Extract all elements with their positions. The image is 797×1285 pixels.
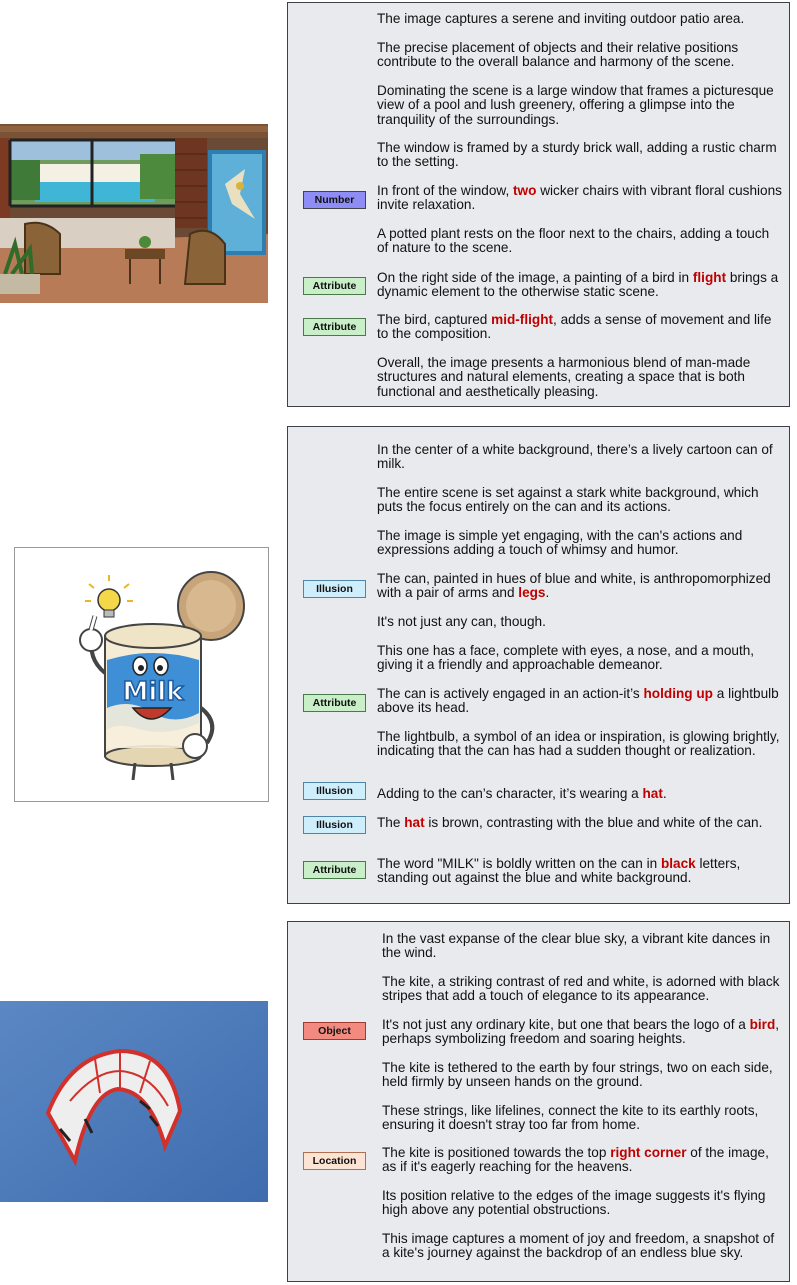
sentence: These strings, like lifelines, connect the kite to its earthly roots, ensuring it doesn't stray too far from home.: [382, 1103, 759, 1133]
sentence: A potted plant rests on the floor next to the chairs, adding a touch of nature to the scene.: [377, 226, 770, 256]
tag-attribute: Attribute: [303, 861, 366, 879]
tag-illusion: Illusion: [303, 816, 366, 834]
caption-panel-3: [287, 921, 790, 1282]
sentence: The bird, captured mid-flight, adds a sense of movement and life to the composition.: [377, 312, 772, 342]
sentence: The kite is tethered to the earth by four strings, two on each side, held firmly by unseen hands on the ground.: [382, 1060, 773, 1090]
sentence: The word "MILK" is boldly written on the can in black letters, standing out against the blue and white background.: [377, 856, 741, 886]
sentence: This one has a face, complete with eyes, a nose, and a mouth, giving it a friendly and approachable demeanor.: [377, 643, 755, 673]
tag-attribute: Attribute: [303, 694, 366, 712]
lightbulb-icon: [85, 575, 133, 617]
sentence: This image captures a moment of joy and freedom, a snapshot of a kite's journey against the backdrop of an endless blue sky.: [382, 1231, 775, 1261]
caption-panel-1: [287, 2, 790, 407]
sentence: It's not just any can, though.: [377, 614, 546, 629]
tag-illusion: Illusion: [303, 580, 366, 598]
sentence: Adding to the can’s character, it’s wearing a hat.: [377, 786, 667, 801]
outdoor-patio-photo: [0, 124, 268, 303]
sentence: On the right side of the image, a painting of a bird in flight brings a dynamic element to the otherwise static scene.: [377, 270, 779, 300]
caption-panel-2: [287, 426, 790, 904]
kite-in-sky-photo: [0, 1001, 268, 1202]
sentence: The kite, a striking contrast of red and white, is adorned with black stripes that add a touch of elegance to its appearance.: [382, 974, 780, 1004]
sentence: The precise placement of objects and their relative positions contribute to the overall balance and harmony of the scene.: [377, 40, 739, 70]
sentence: The lightbulb, a symbol of an idea or inspiration, is glowing brightly, indicating that the can has had a sudden thought or realization.: [377, 729, 780, 759]
sentence: The can is actively engaged in an action-it’s holding up a lightbulb above its head.: [377, 686, 779, 716]
tag-attribute: Attribute: [303, 277, 366, 295]
sentence: In the vast expanse of the clear blue sky, a vibrant kite dances in the wind.: [382, 931, 771, 961]
sentence: The hat is brown, contrasting with the blue and white of the can.: [377, 815, 763, 830]
cartoon-milk-can: [14, 547, 269, 802]
tag-number: Number: [303, 191, 366, 209]
svg-text:Milk: Milk: [122, 677, 184, 707]
sentence: The entire scene is set against a stark white background, which puts the focus entirely on the can and its actions.: [377, 485, 759, 515]
sentence: In front of the window, two wicker chairs with vibrant floral cushions invite relaxation.: [377, 183, 782, 213]
sentence: The can, painted in hues of blue and white, is anthropomorphized with a pair of arms and legs.: [377, 571, 771, 601]
sentence: In the center of a white background, there’s a lively cartoon can of milk.: [377, 442, 773, 472]
sentence: Overall, the image presents a harmonious blend of man-made structures and natural elements, creating a space that is both functional and aesthetically pleasing.: [377, 355, 751, 399]
sentence: The window is framed by a sturdy brick wall, adding a rustic charm to the setting.: [377, 140, 777, 170]
sentence: It's not just any ordinary kite, but one that bears the logo of a bird, perhaps symbolizing freedom and soaring heights.: [382, 1017, 780, 1047]
sentence: Its position relative to the edges of the image suggests it's flying high above any potential obstructions.: [382, 1188, 766, 1218]
sentence: The image captures a serene and inviting outdoor patio area.: [377, 11, 745, 26]
sentence: The image is simple yet engaging, with the can's actions and expressions adding a touch of whimsy and humor.: [377, 528, 743, 558]
tag-object: Object: [303, 1022, 366, 1040]
tag-illusion: Illusion: [303, 782, 366, 800]
sentence: Dominating the scene is a large window that frames a picturesque view of a pool and lush greenery, offering a glimpse into the tranquility of the surroundings.: [377, 83, 774, 127]
sentence: The kite is positioned towards the top right corner of the image, as if it's eagerly reaching for the heavens.: [382, 1145, 769, 1175]
tag-attribute: Attribute: [303, 318, 366, 336]
tag-location: Location: [303, 1152, 366, 1170]
